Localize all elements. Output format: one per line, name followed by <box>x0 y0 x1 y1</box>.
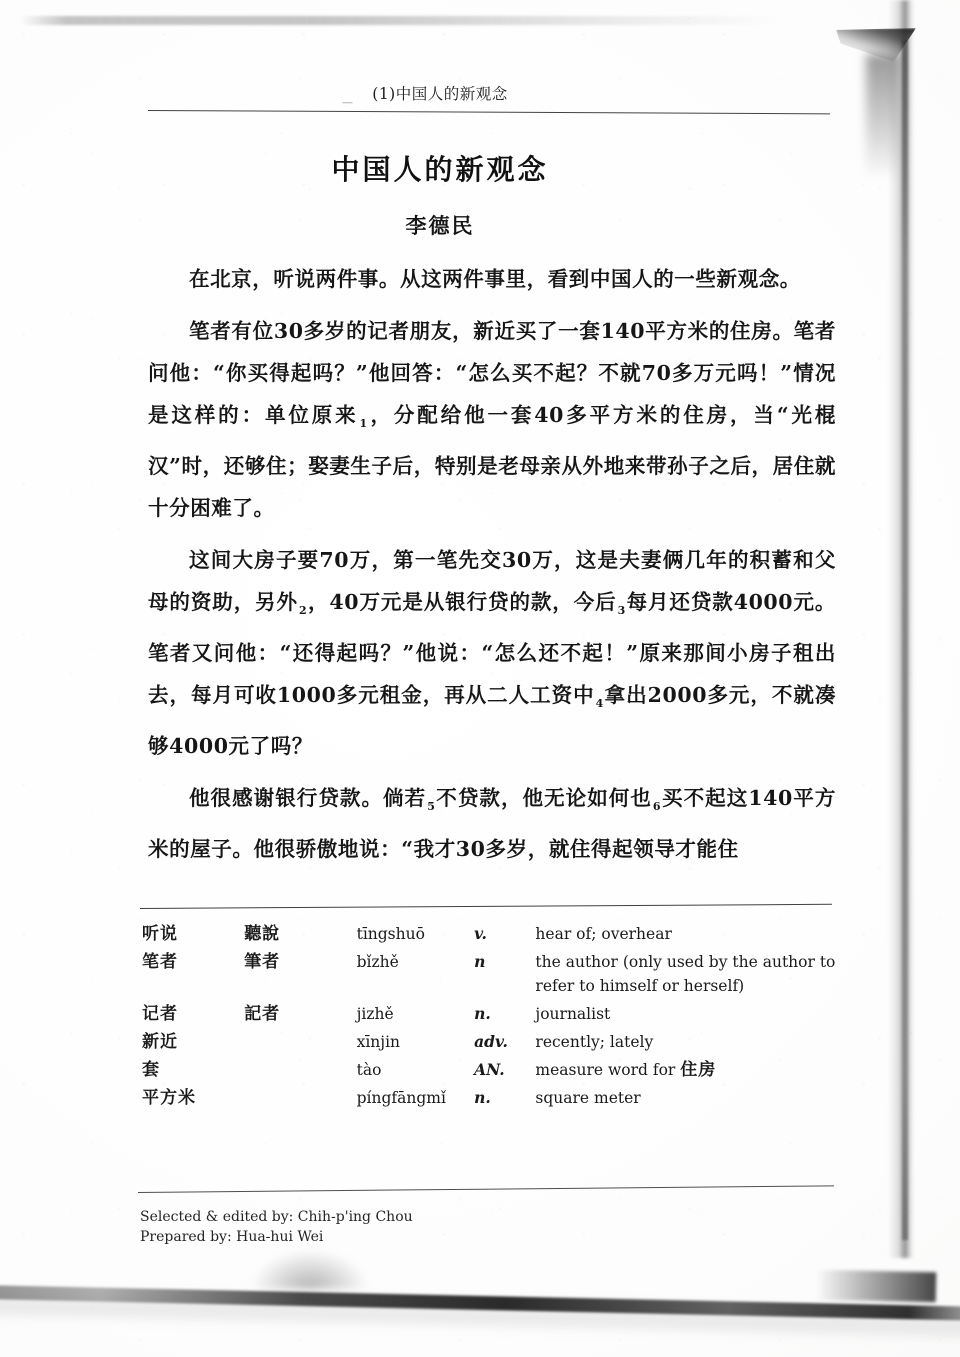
vocab-pinyin: bǐzhě <box>356 953 399 971</box>
vocab-part-of-speech: n. <box>474 1088 491 1107</box>
footer-line-edited-by: Selected & edited by: Chih-p'ing Chou <box>140 1209 413 1225</box>
vocab-definition: the author (only used by the author to refer to himself or herself) <box>535 953 836 995</box>
vocab-part-of-speech: adv. <box>474 1032 508 1051</box>
binding-gutter-line <box>902 40 908 1240</box>
header-rule <box>148 110 830 114</box>
vocab-pinyin: tīngshuō <box>356 925 425 943</box>
footer-line-prepared-by: Prepared by: Hua-hui Wei <box>140 1229 324 1245</box>
scan-bottom-right-shadow <box>816 1270 937 1303</box>
vocab-definition: square meter <box>535 1089 641 1107</box>
paragraph: 他很感谢银行贷款。倘若$_5$不贷款，他无论如何也$_6$买不起这140平方米的屋子。他很骄傲地说：“我才30多岁，就住得起领导才能住 <box>148 786 836 862</box>
vocab-simplified: 听说 <box>142 924 178 944</box>
footer-rule <box>138 1185 834 1193</box>
vocabulary-row <box>142 1002 842 1030</box>
footer-credits <box>140 1207 413 1247</box>
vocab-part-of-speech: n <box>474 952 486 971</box>
vocab-traditional: 記者 <box>244 1004 281 1024</box>
vocab-pinyin: jizhě <box>356 1005 394 1023</box>
paragraph: 笔者有位30多岁的记者朋友，新近买了一套140平方米的住房。笔者问他：“你买得起吗？”他回答：“怎么买不起？不就70多万元吗！”情况是这样的：单位原来$_1$，分配给他一套40多平方米的住房，当“光棍汉”时，还够住；娶妻生子后，特别是老母亲从外地来带孙子之后，居住就十分困难了。 <box>148 319 836 521</box>
vocab-pinyin: tào <box>356 1061 382 1079</box>
vocab-part-of-speech: n. <box>474 1004 491 1023</box>
footnote-marker: 5 <box>427 800 435 814</box>
vocab-definition: recently; lately <box>535 1033 654 1051</box>
vocab-definition-chinese: 住房 <box>680 1060 717 1080</box>
vocab-traditional: 聽說 <box>244 924 281 944</box>
vocab-part-of-speech: AN. <box>474 1060 505 1079</box>
paragraph: 在北京，听说两件事。从这两件事里，看到中国人的一些新观念。 <box>189 267 801 291</box>
vocab-traditional: 筆者 <box>244 952 281 972</box>
vocab-traditional <box>244 1030 356 1058</box>
paragraph: 这间大房子要70万，第一笔先交30万，这是夫妻俩几年的积蓄和父母的资助，另外$_2$，40万元是从银行贷的款，今后$_3$每月还贷款4000元。笔者又问他：“还得起吗？”他说：“怎么还不起！”原来那间小房子租出去，每月可收1000多元租金，再从二人工资中$_4$拿出2000多元，不就凑够4000元了吗？ <box>148 548 837 759</box>
vocab-traditional <box>244 1086 356 1114</box>
page-title: 中国人的新观念 <box>331 153 549 186</box>
vocab-pinyin: píngfāngmǐ <box>356 1089 446 1107</box>
vocabulary-row <box>142 1086 842 1114</box>
footnote-marker: 6 <box>652 800 661 814</box>
vocabulary-top-rule <box>140 904 832 909</box>
vocab-traditional <box>244 1058 356 1086</box>
vocab-simplified: 记者 <box>142 1004 178 1024</box>
vocabulary-row <box>142 1058 842 1086</box>
author-name: 李德民 <box>405 213 475 238</box>
vocab-pinyin: xīnjin <box>356 1033 401 1051</box>
running-head-mark: — <box>342 96 353 109</box>
footnote-marker: 2 <box>299 604 307 618</box>
vocab-simplified: 笔者 <box>142 952 178 972</box>
vocab-definition: hear of; overhear <box>535 925 672 943</box>
footnote-marker: 4 <box>595 697 604 711</box>
vocabulary-row <box>142 950 842 1002</box>
vocabulary-rows <box>142 922 842 1114</box>
vocab-simplified: 新近 <box>142 1032 178 1052</box>
vocabulary-row <box>142 922 842 950</box>
vocab-simplified: 套 <box>142 1060 160 1080</box>
binding-gutter-shadow <box>888 0 914 1258</box>
vocab-definition: journalist <box>535 1005 611 1023</box>
vocab-definition: measure word for 住房 <box>535 1060 717 1080</box>
footnote-marker: 3 <box>617 604 626 618</box>
running-head: (1)中国人的新观念 <box>372 85 508 103</box>
vocab-simplified: 平方米 <box>142 1088 196 1108</box>
footnote-marker: 1 <box>359 417 368 431</box>
vocab-part-of-speech: v. <box>474 924 487 943</box>
vocabulary-table <box>142 922 842 1114</box>
scan-bottom-smudge <box>250 1249 370 1289</box>
article-body <box>148 258 836 880</box>
vocabulary-row <box>142 1030 842 1058</box>
